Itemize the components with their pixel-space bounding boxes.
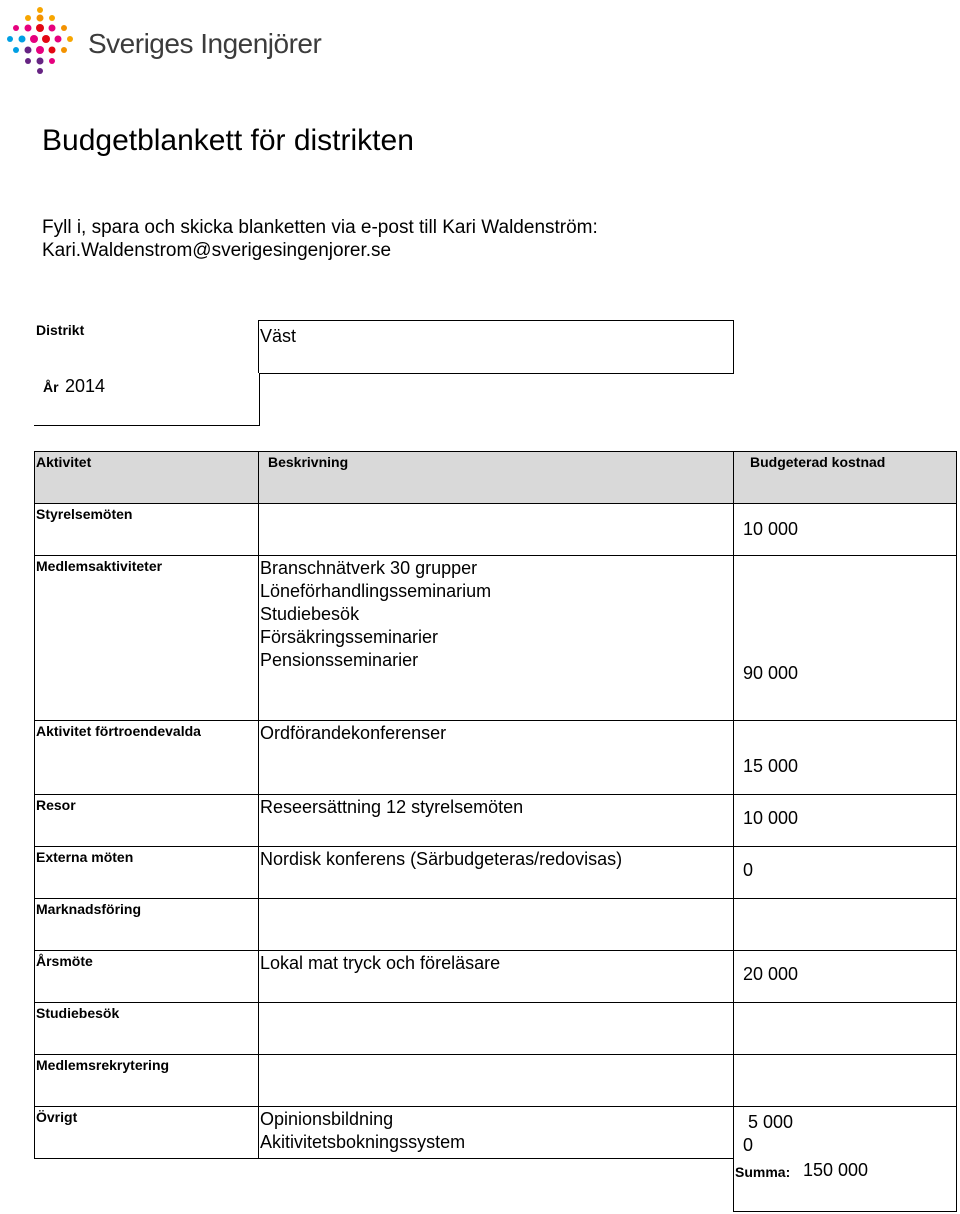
table-row-activity-cell [34, 503, 259, 556]
cost-field[interactable] [733, 794, 957, 847]
table-row-activity-cell [34, 555, 259, 721]
header-cost: Budgeterad kostnad [750, 454, 886, 470]
activity-label: Studiebesök [36, 1005, 120, 1021]
cost-field[interactable] [733, 555, 957, 721]
district-value: Väst [260, 326, 297, 346]
description-field[interactable] [258, 1054, 734, 1107]
description-value: Ordförandekonferenser [260, 723, 447, 743]
activity-label: Externa möten [36, 849, 134, 865]
sum-value: 150 000 [803, 1160, 869, 1180]
header-description-cell [258, 451, 734, 504]
cost-field[interactable] [733, 950, 957, 1003]
cost-field[interactable] [733, 720, 957, 795]
cost-value: 10 000 [743, 519, 799, 539]
intro-email: Kari.Waldenstrom@sverigesingenjorer.se [42, 240, 392, 261]
activity-label: Medlemsrekrytering [36, 1057, 170, 1073]
cost-value: 15 000 [743, 756, 799, 776]
activity-label: Årsmöte [36, 953, 93, 969]
cost-value: 10 000 [743, 808, 799, 828]
cost-field[interactable] [733, 503, 957, 556]
cost-field[interactable] [733, 898, 957, 951]
header-activity: Aktivitet [36, 454, 92, 470]
logo-dots-icon [6, 6, 82, 76]
year-field[interactable] [34, 373, 260, 426]
description-value: Lokal mat tryck och föreläsare [260, 953, 501, 973]
cost-field[interactable] [733, 1106, 957, 1159]
activity-label: Resor [36, 797, 76, 813]
cost-value: 20 000 [743, 964, 799, 984]
logo-text: Sveriges Ingenjörer [88, 28, 322, 59]
description-field[interactable] [258, 720, 734, 795]
description-value: Opinionsbildning Akitivitetsbokningssystem [260, 1109, 466, 1152]
description-field[interactable] [258, 846, 734, 899]
intro-text [42, 216, 598, 262]
description-field[interactable] [258, 950, 734, 1003]
table-row-activity-cell [34, 846, 259, 899]
year-value: 2014 [65, 376, 106, 396]
activity-label: Medlemsaktiviteter [36, 558, 163, 574]
table-row-activity-cell [34, 950, 259, 1003]
description-field[interactable] [258, 794, 734, 847]
activity-label: Styrelsemöten [36, 506, 133, 522]
cost-value: 90 000 [743, 663, 799, 683]
district-label: Distrikt [36, 322, 85, 338]
year-label: År [43, 379, 59, 395]
table-row-activity-cell [34, 794, 259, 847]
header-cost-cell [733, 451, 957, 504]
activity-label: Marknadsföring [36, 901, 142, 917]
table-row-activity-cell [34, 1002, 259, 1055]
district-label-cell [34, 320, 260, 373]
sum-cell [733, 1158, 957, 1212]
table-row-activity-cell [34, 1106, 259, 1159]
cost-field[interactable] [733, 1054, 957, 1107]
description-field[interactable] [258, 503, 734, 556]
description-field[interactable] [258, 898, 734, 951]
header-activity-cell [34, 451, 259, 504]
cost-value: 5 000 0 [743, 1112, 794, 1155]
table-row-activity-cell [34, 898, 259, 951]
sum-label: Summa: [735, 1164, 791, 1180]
description-value: Reseersättning 12 styrelsemöten [260, 797, 524, 817]
activity-label: Övrigt [36, 1109, 78, 1125]
table-row-activity-cell [34, 720, 259, 795]
activity-label: Aktivitet förtroendevalda [36, 723, 201, 739]
description-field[interactable] [258, 1002, 734, 1055]
description-field[interactable] [258, 555, 734, 721]
district-field[interactable] [258, 320, 734, 374]
page-title: Budgetblankett för distrikten [42, 124, 414, 157]
header-description: Beskrivning [268, 454, 349, 470]
logo [6, 6, 346, 76]
cost-field[interactable] [733, 846, 957, 899]
table-row-activity-cell [34, 1054, 259, 1107]
description-value: Nordisk konferens (Särbudgeteras/redovisas) [260, 849, 623, 869]
cost-value: 0 [743, 860, 754, 880]
description-field[interactable] [258, 1106, 734, 1159]
intro-line-1: Fyll i, spara och skicka blanketten via e-post till Kari Waldenström: [42, 217, 598, 238]
cost-field[interactable] [733, 1002, 957, 1055]
description-value: Branschnätverk 30 grupper Löneförhandlingsseminarium Studiebesök Försäkringsseminarier Pensionsseminarier [260, 558, 492, 670]
